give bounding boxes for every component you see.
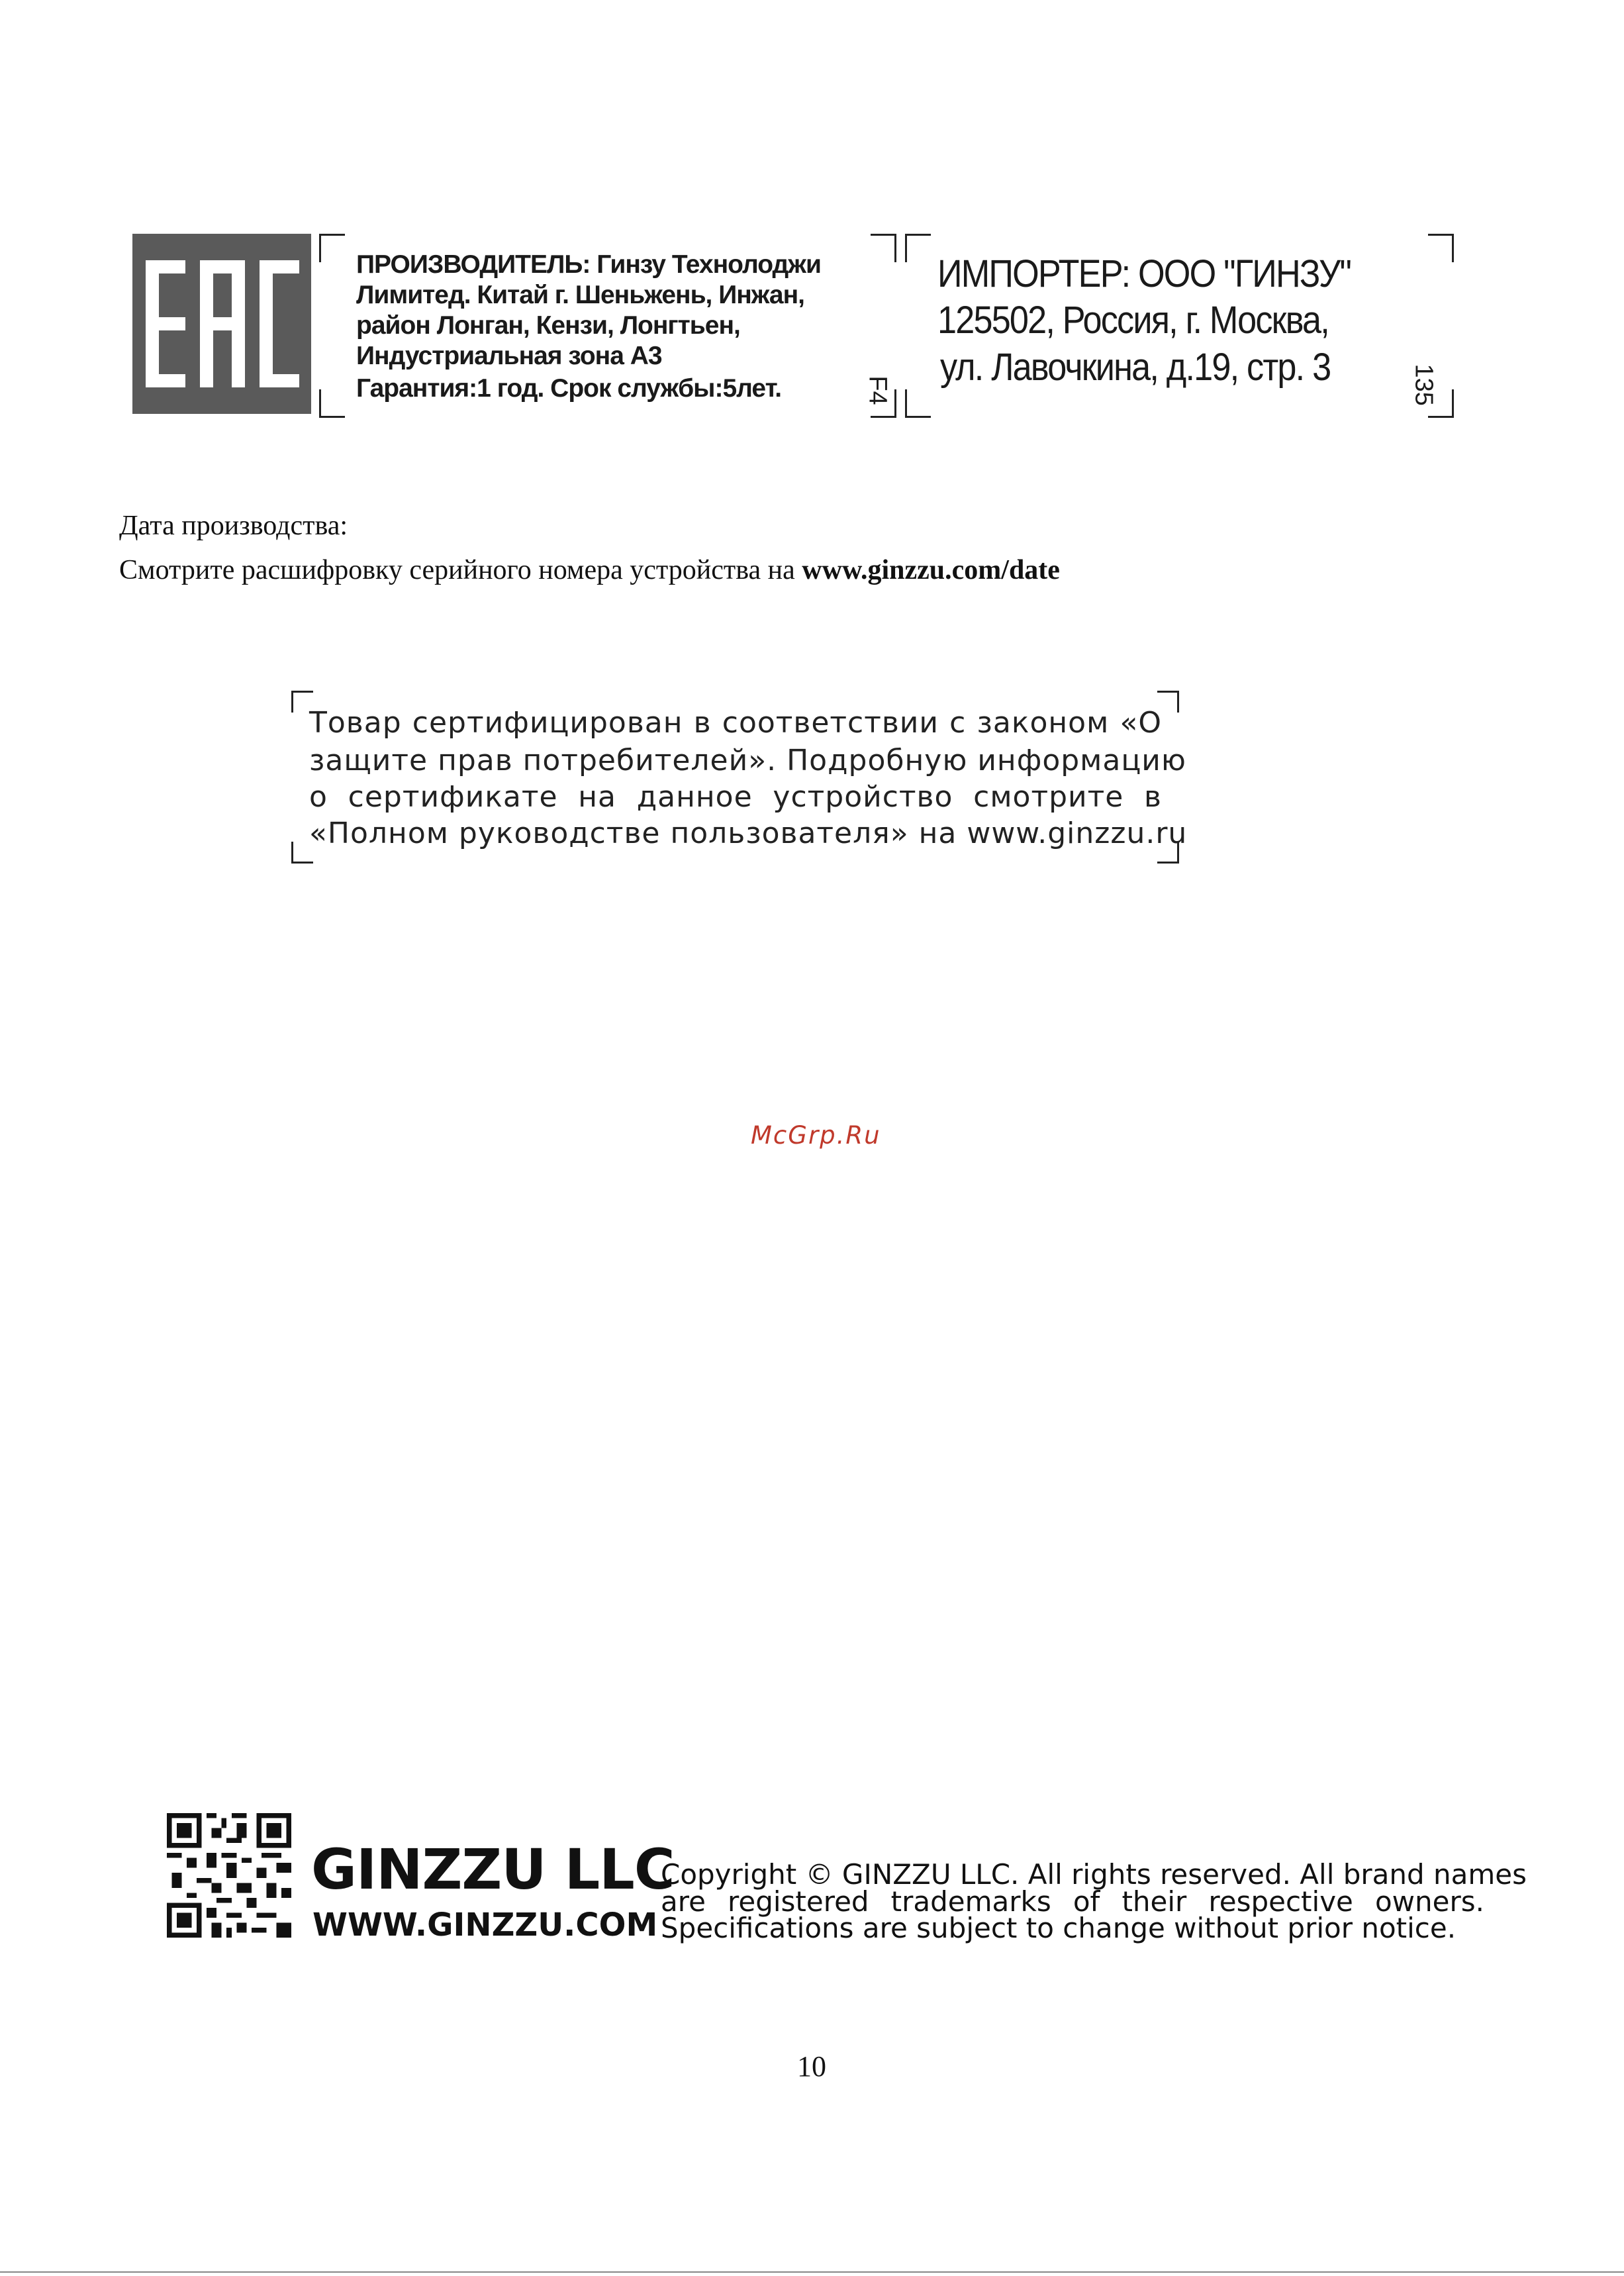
production-date-link: www.ginzzu.com/date (802, 555, 1060, 585)
manufacturer-line: ПРОИЗВОДИТЕЛЬ: Гинзу Технолоджи (356, 250, 821, 279)
manufacturer-line: Лимитед. Китай г. Шеньжень, Инжан, (356, 281, 805, 309)
production-date-label: Дата производства: (119, 511, 348, 541)
importer-line: ИМПОРТЕР: ООО "ГИНЗУ" (937, 252, 1351, 295)
importer-bracket-top-right (1428, 234, 1454, 262)
copyright-line: are registered trademarks of their respective owners. (661, 1885, 1484, 1918)
manufacturer-bracket-top-left (319, 234, 345, 262)
eac-logo-icon (132, 234, 311, 414)
manufacturer-bracket-top-right (871, 234, 896, 262)
copyright-line: Specifications are subject to change without prior notice. (661, 1912, 1457, 1944)
bottom-divider (0, 2271, 1624, 2273)
importer-bracket-bottom-left (905, 389, 931, 418)
copyright-line: Copyright © GINZZU LLC. All rights reserved. All brand names (661, 1858, 1527, 1891)
watermark: McGrp.Ru (751, 1121, 881, 1150)
notice-line: Товар сертифицирован в соответствии с законом «О (309, 706, 1162, 740)
notice-line: защите прав потребителей». Подробную информацию (309, 744, 1186, 777)
manufacturer-line: Индустриальная зона А3 (356, 342, 662, 370)
brand-url[interactable]: WWW.GINZZU.COM (312, 1906, 658, 1944)
importer-line: ул. Лавочкина, д.19, стр. 3 (940, 346, 1331, 389)
manufacturer-bracket-bottom-left (319, 389, 345, 418)
production-date-description: Смотрите расшифровку серийного номера устройства на (119, 555, 795, 585)
page-number: 10 (797, 2050, 826, 2083)
manufacturer-line: Гарантия:1 год. Срок службы:5лет. (356, 374, 782, 403)
production-date-text (119, 554, 1060, 586)
notice-line: о сертификате на данное устройство смотрите в (309, 780, 1162, 814)
importer-bracket-top-left (905, 234, 931, 262)
manufacturer-code: F4 (863, 375, 892, 405)
qr-code-icon (167, 1813, 291, 1938)
eac-logo (132, 234, 311, 414)
manufacturer-line: район Лонган, Кензи, Лонгтьен, (356, 311, 740, 340)
brand-name: GINZZU LLC (311, 1837, 675, 1902)
notice-line: «Полном руководстве пользователя» на www.ginzzu.ru (309, 816, 1188, 850)
importer-line: 125502, Россия, г. Москва, (937, 299, 1329, 342)
importer-code: 135 (1409, 364, 1438, 406)
